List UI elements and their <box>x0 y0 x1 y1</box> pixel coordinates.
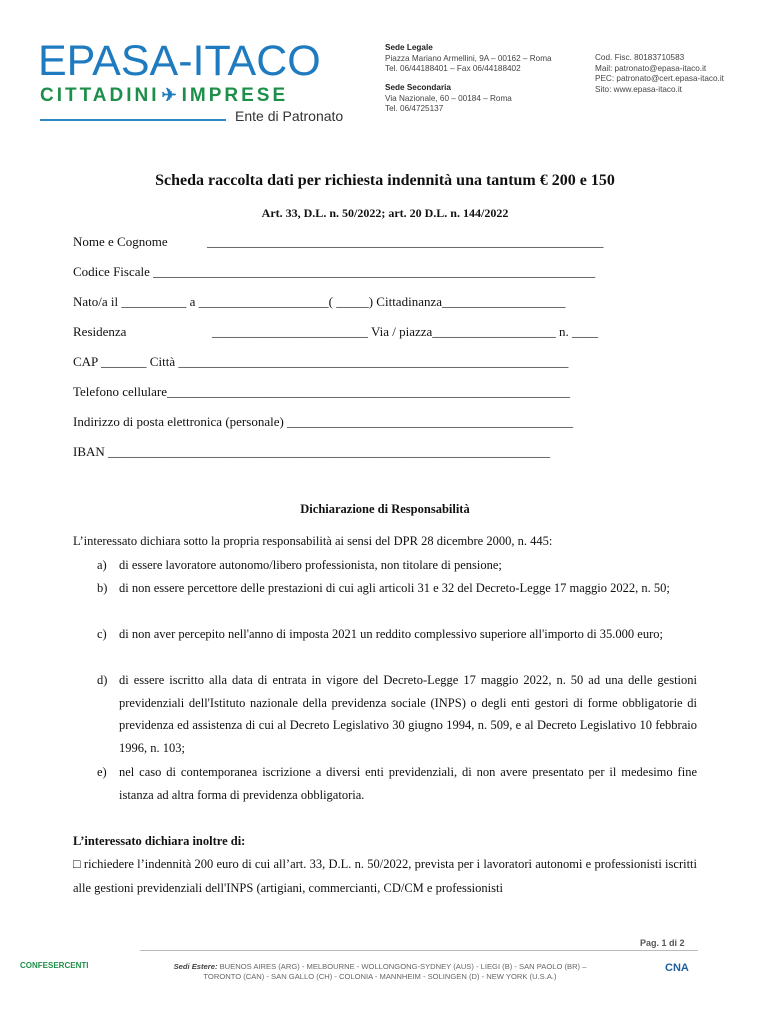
pec[interactable]: PEC: patronato@cert.epasa-itaco.it <box>595 74 724 83</box>
logo-sub-left: CITTADINI <box>40 85 160 106</box>
nome-input-line[interactable]: _____________________________________________________________ <box>207 234 604 249</box>
item-label: e) <box>97 765 107 779</box>
item-text: di non aver percepito nell'anno di imposta 2021 un reddito complessivo superiore all'importo di 35.000 euro; <box>119 627 663 641</box>
list-item <box>73 577 697 623</box>
page-number: Pag. 1 di 2 <box>640 938 685 948</box>
item-text: di essere lavoratore autonomo/libero professionista, non titolare di pensione; <box>119 558 502 572</box>
iban-field[interactable]: IBAN ____________________________________________________________________ <box>73 444 551 459</box>
item-label: d) <box>97 673 108 687</box>
telefono-field[interactable]: Telefono cellulare______________________________________________________________ <box>73 384 571 399</box>
logo-sub-right: IMPRESE <box>181 85 289 106</box>
footer-divider <box>140 950 698 951</box>
list-item <box>73 554 697 577</box>
sede-secondaria-label: Sede Secondaria <box>385 83 451 92</box>
contact-block <box>595 53 724 95</box>
page-subtitle: Art. 33, D.L. n. 50/2022; art. 20 D.L. n. 144/2022 <box>261 206 509 220</box>
residenza-label: Residenza <box>73 324 127 339</box>
sito[interactable]: Sito: www.epasa-itaco.it <box>595 84 682 94</box>
nascita-field[interactable]: Nato/a il __________ a ____________________( _____) Cittadinanza___________________ <box>73 294 566 309</box>
sede-secondaria-block <box>385 83 512 115</box>
inoltre-text[interactable]: □ richiedere l’indennità 200 euro di cui all’art. 33, D.L. n. 50/2022, prevista per i lavoratori autonomi e professionisti iscritti alle gestioni previdenziali dell'INPS (artigiani, commercianti, CD/CM e professionisti <box>73 857 697 895</box>
nome-label: Nome e Cognome <box>73 234 168 249</box>
sede-legale-label: Sede Legale <box>385 43 433 52</box>
email-field[interactable]: Indirizzo di posta elettronica (personale) ____________________________________________ <box>73 414 574 429</box>
sedi-estere <box>120 962 640 982</box>
item-label: c) <box>97 627 107 641</box>
sedi-label: Sedi Estere: <box>173 962 218 971</box>
sede-legale-tel: Tel. 06/44188401 – Fax 06/44188402 <box>385 64 521 73</box>
sede-secondaria-address: Via Nazionale, 60 – 00184 – Roma <box>385 93 512 103</box>
cap-citta-field[interactable]: CAP _______ Città ____________________________________________________________ <box>73 354 569 369</box>
dichiarazione-title: Dichiarazione di Responsabilità <box>300 502 470 516</box>
codice-fiscale-field[interactable]: Codice Fiscale ____________________________________________________________________ <box>73 264 596 279</box>
sedi-line1: BUENOS AIRES (ARG) - MELBOURNE - WOLLONGONG-SYDNEY (AUS) - LIEGI (B) - SAN PAOLO (BR) – <box>219 962 587 971</box>
item-label: b) <box>97 581 108 595</box>
logo-underline <box>40 119 226 121</box>
sede-secondaria-tel: Tel. 06/4725137 <box>385 104 444 113</box>
residenza-input-line[interactable]: ________________________ Via / piazza___________________ n. ____ <box>212 324 599 339</box>
list-item <box>73 669 697 761</box>
list-item <box>73 623 697 669</box>
item-label: a) <box>97 558 107 572</box>
logo-subtitle <box>40 86 288 105</box>
logo-title: EPASA-ITACO <box>38 37 321 85</box>
cod-fisc: Cod. Fisc. 80183710583 <box>595 53 685 62</box>
cna-logo: CNA <box>665 962 689 974</box>
list-item <box>73 761 697 807</box>
item-text: di non essere percettore delle prestazioni di cui agli articoli 31 e 32 del Decreto-Legge 17 maggio 2022, n. 50; <box>119 581 670 595</box>
swallow-icon: ✈ <box>161 85 180 105</box>
sedi-line2: TORONTO (CAN) - SAN GALLO (CH) - COLONIA - MANNHEIM - SOLINGEN (D) - NEW YORK (U.S.A.) <box>203 972 557 981</box>
mail[interactable]: Mail: patronato@epasa-itaco.it <box>595 63 707 73</box>
page-title: Scheda raccolta dati per richiesta indennità una tantum € 200 e 150 <box>155 172 615 189</box>
item-text: di essere iscritto alla data di entrata in vigore del Decreto-Legge 17 maggio 2022, n. 50 ad una delle gestioni previdenziali dell'Istituto nazionale della previdenza sociale (INPS) o degli enti gestori di forme obbligatorie di previdenza ed assistenza di cui al Decreto Legislativo 30 giugno 1994, n. 509, e al Decreto Legislativo 10 febbraio 1996, n. 103; <box>119 673 697 755</box>
sede-legale-address: Piazza Mariano Armellini, 9A – 00162 – Roma <box>385 53 552 63</box>
sede-legale-block <box>385 43 552 75</box>
confesercenti-logo: CONFESERCENTI <box>20 961 89 970</box>
item-text: nel caso di contemporanea iscrizione a diversi enti previdenziali, di non avere presentato per il medesimo fine istanza ad altra forma di previdenza obbligatoria. <box>119 765 697 802</box>
dichiarazione-intro: L’interessato dichiara sotto la propria responsabilità ai sensi del DPR 28 dicembre 2000, n. 445: <box>73 534 553 548</box>
inoltre-title: L’interessato dichiara inoltre di: <box>73 834 246 848</box>
logo-ente: Ente di Patronato <box>235 108 344 124</box>
